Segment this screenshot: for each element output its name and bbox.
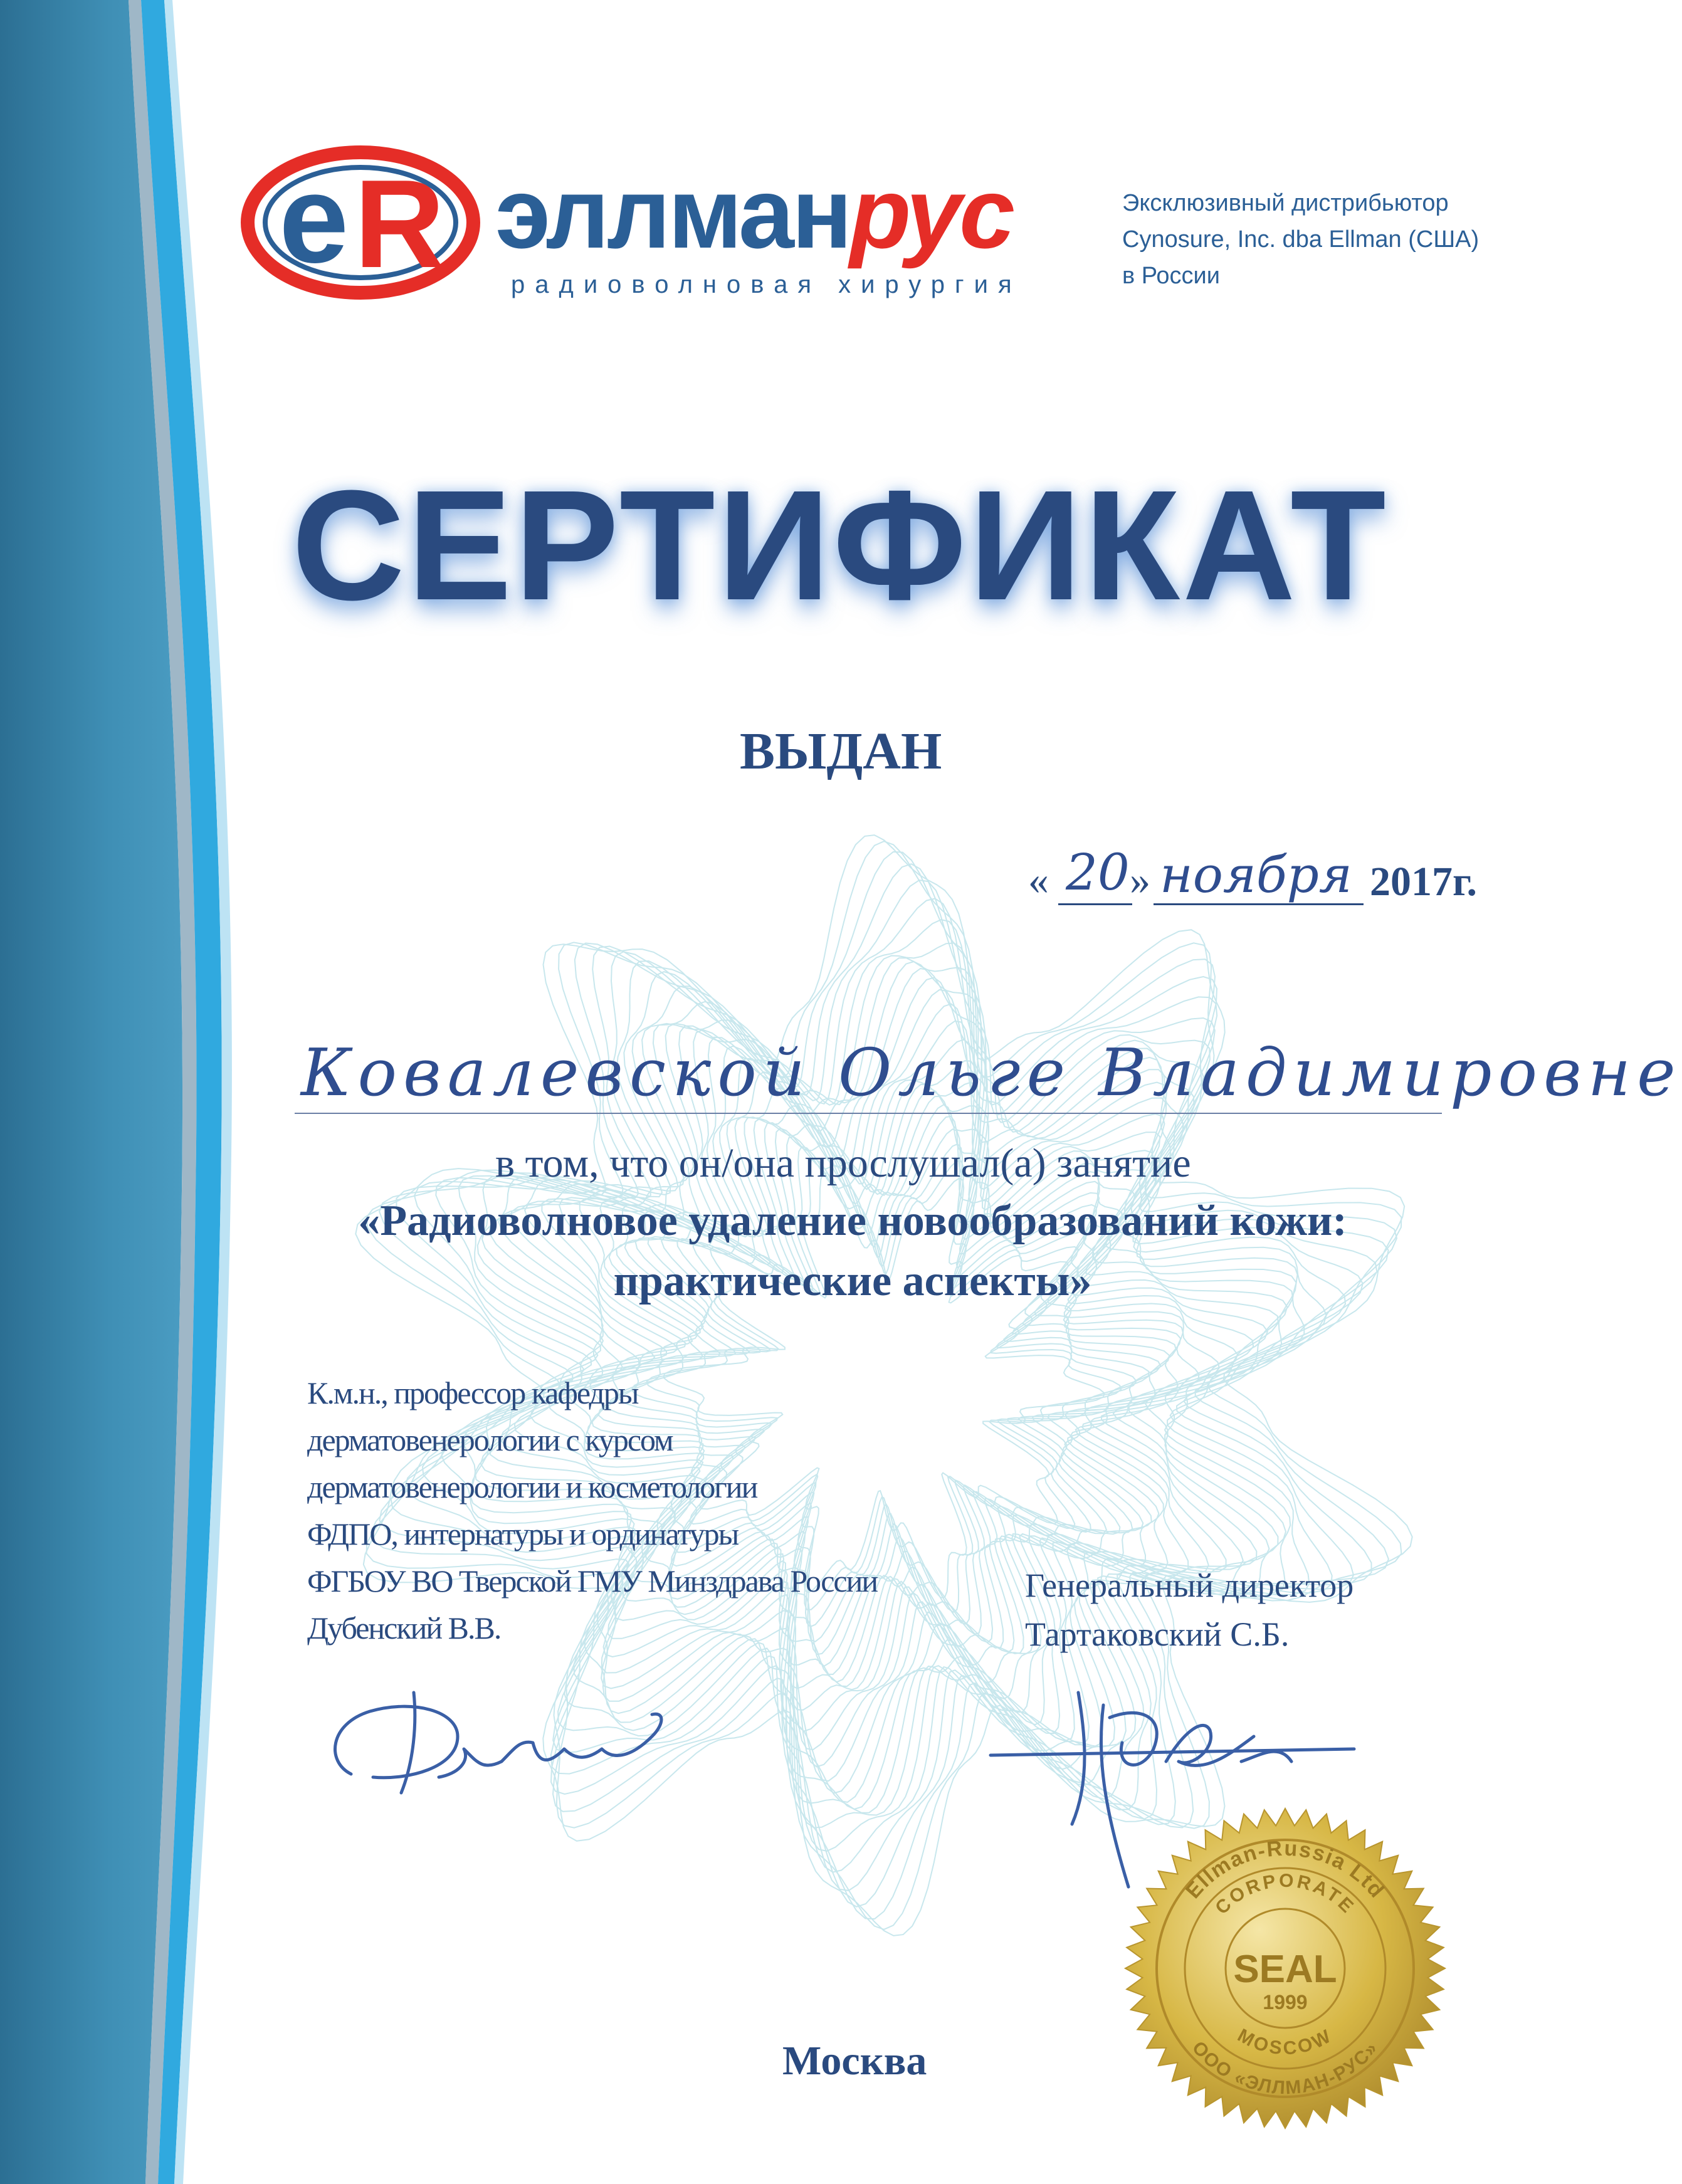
distributor-line: Эксклюзивный дистрибьютор (1122, 190, 1449, 216)
director-title: Генеральный директор (1025, 1567, 1354, 1604)
logo-letter-r: R (354, 154, 445, 294)
left-decorative-band (0, 0, 263, 2184)
seal-year: 1999 (1263, 1991, 1308, 2013)
ellman-logo-mark (241, 144, 480, 301)
seal-outer-text: Ellman-Russia Ltd (1181, 1836, 1390, 1903)
date-day: 20 (1066, 843, 1130, 901)
date-month: ноября (1160, 846, 1352, 904)
issued-label: ВЫДАН (740, 722, 942, 780)
lecturer-line: дерматовенерологии с курсом (307, 1422, 673, 1457)
distributor-line: в России (1122, 263, 1221, 289)
seal-outer-bottom-text: ООО «ЭЛЛМАН-РУС» (1187, 2037, 1383, 2099)
lecturer-signature (313, 1667, 690, 1812)
issue-date (1028, 843, 1480, 912)
certificate-title: СЕРТИФИКАТ (292, 458, 1389, 633)
lecturer-line: К.м.н., профессор кафедры (307, 1375, 638, 1410)
wordmark-main: эллман (495, 157, 850, 269)
date-close-quote: » (1130, 858, 1150, 903)
date-year: 2017г. (1370, 859, 1478, 905)
lecturer-line: ФГБОУ ВО Тверской ГМУ Минздрава России (307, 1563, 878, 1599)
lecturer-block (307, 1370, 877, 1652)
director-block (1025, 1561, 1353, 1659)
lecturer-name: Дубенский В.В. (307, 1610, 501, 1646)
recipient-name: Ковалевской Ольге Владимировне (301, 1034, 1682, 1111)
course-title (263, 1191, 1442, 1311)
logo-wordmark (495, 157, 1012, 282)
logo-tagline: радиоволновая хирургия (511, 271, 1022, 298)
distributor-line: Cynosure, Inc. dba Ellman (США) (1122, 226, 1480, 253)
seal-center-text: SEAL (1233, 1948, 1337, 1991)
date-open-quote: « (1028, 858, 1049, 903)
city-label: Москва (782, 2038, 927, 2084)
corporate-seal (1122, 1805, 1448, 2131)
wordmark-accent: рус (849, 157, 1013, 269)
director-name: Тартаковский С.Б. (1025, 1615, 1290, 1653)
seal-top-text: CORPORATE (1211, 1870, 1359, 1919)
lecturer-line: дерматовенерологии и косметологии (307, 1469, 757, 1504)
recipient-underline (295, 1113, 1442, 1114)
course-title-line: «Радиоволновое удаление новообразований кожи: (358, 1197, 1347, 1245)
lecturer-line: ФДПО, интернатуры и ординатуры (307, 1516, 739, 1551)
seal-bottom-text: MOSCOW (1234, 2025, 1337, 2059)
attendance-statement: в том, что он/она прослушал(а) занятие (495, 1140, 1191, 1186)
course-title-line: практические аспекты» (613, 1257, 1092, 1305)
distributor-block (1122, 185, 1479, 294)
logo-letter-e: e (279, 149, 349, 289)
